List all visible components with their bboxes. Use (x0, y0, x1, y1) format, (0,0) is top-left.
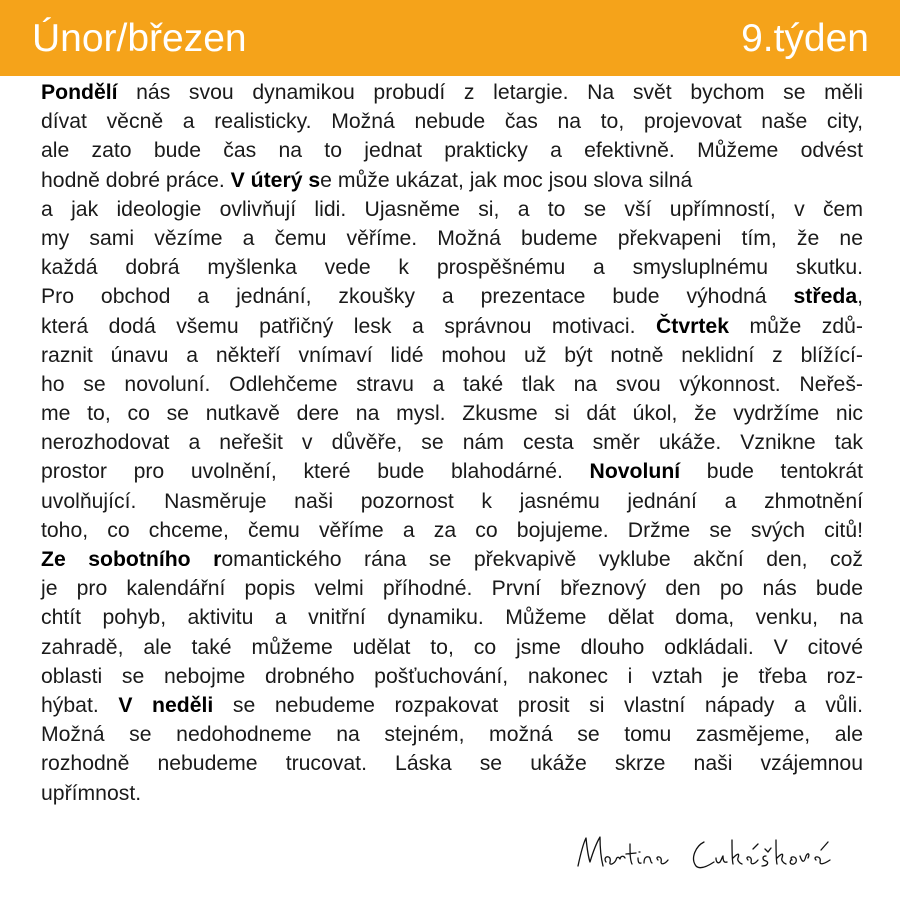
text-segment: hodně dobré práce. (41, 168, 231, 192)
text-segment: upřímnost. (41, 781, 142, 805)
text-segment: oblasti se nebojme drobného pošťuchování, nakonec i vztah je třeba roz- (41, 664, 863, 688)
text-segment: ale zato bude čas na to jednat prakticky a efektivně. Můžeme odvést (41, 139, 863, 163)
text-line (41, 78, 863, 107)
text-line (41, 779, 863, 808)
text-line (41, 399, 863, 428)
emphasized-text: Pondělí (41, 81, 118, 104)
text-line (41, 195, 863, 224)
text-line (41, 166, 863, 195)
text-segment: omantického rána se překvapivě vyklube akční den, což (221, 548, 863, 571)
text-segment: rozhodně nebudeme trucovat. Láska se ukáže skrze naši vzájemnou (41, 752, 863, 776)
text-segment: dívat věcně a realisticky. Možná nebude čas na to, projevovat naše city, (41, 110, 863, 134)
text-segment: se nebudeme rozpakovat prosit si vlastní nápady a vůli. (213, 693, 864, 717)
text-segment: a jak ideologie ovlivňují lidi. Ujasněme si, a to se vší upřímností, v čem (41, 197, 863, 221)
text-segment: může zdů- (728, 314, 863, 338)
text-line (41, 457, 863, 486)
week-label: 9.týden (741, 16, 869, 60)
author-signature (572, 822, 882, 886)
text-line (41, 633, 863, 662)
text-line (41, 516, 863, 545)
text-segment: zahradě, ale také můžeme udělat to, co jsme dlouho odkládali. V citové (41, 635, 863, 659)
text-segment: , (857, 285, 863, 309)
text-line (41, 428, 863, 457)
emphasized-text: středa (793, 285, 858, 309)
text-line (41, 136, 863, 165)
text-line (41, 749, 863, 778)
text-line (41, 312, 863, 341)
text-line (41, 341, 863, 370)
emphasized-text: Ze sobotního r (41, 548, 222, 571)
text-line (41, 370, 863, 399)
header-bar (0, 0, 900, 76)
text-segment: která dodá všemu patřičný lesk a správnou motivaci. (41, 314, 656, 338)
text-line (41, 691, 863, 720)
text-segment: toho, co chceme, čemu věříme a za co bojujeme. Držme se svých citů! (41, 518, 863, 542)
text-line (41, 253, 863, 282)
text-segment: je pro kalendářní popis velmi příhodné. První březnový den po nás bude (41, 577, 863, 601)
text-line (41, 574, 863, 603)
emphasized-text: Novoluní (589, 460, 681, 484)
text-segment: my sami vězíme a čemu věříme. Možná budeme překvapeni tím, že ne (41, 226, 863, 250)
text-line (41, 282, 863, 311)
text-segment: prostor pro uvolnění, které bude blahodárné. (41, 460, 590, 484)
text-line (41, 545, 863, 574)
signature-scribble (572, 822, 882, 886)
text-segment: nerozhodovat a neřešit v důvěře, se nám cesta směr ukáže. Vznikne tak (41, 431, 863, 455)
text-line (41, 487, 863, 516)
text-segment: uvolňující. Nasměruje naši pozornost k jasnému jednání a zhmotnění (41, 489, 863, 513)
emphasized-text: V úterý s (230, 168, 321, 192)
text-segment: každá dobrá myšlenka vede k prospěšnému a smysluplnému skutku. (41, 256, 863, 280)
text-segment: raznit únavu a někteří vnímaví lidé mohou už být notně neklidní z blížící- (41, 343, 863, 367)
emphasized-text: V neděli (118, 693, 214, 717)
text-segment: bude tentokrát (680, 460, 863, 484)
text-segment: Pro obchod a jednání, zkoušky a prezentace bude výhodná (41, 285, 794, 309)
text-segment: me to, co se nutkavě dere na mysl. Zkusme si dát úkol, že vydržíme nic (41, 402, 863, 426)
text-line (41, 720, 863, 749)
emphasized-text: Čtvrtek (655, 314, 729, 338)
text-segment: Možná se nedohodneme na stejném, možná se tomu zasmějeme, ale (41, 723, 863, 747)
text-segment: e může ukázat, jak moc jsou slova silná (320, 168, 693, 192)
horoscope-text (41, 78, 863, 808)
page-title: Únor/březen (32, 16, 247, 60)
text-line (41, 603, 863, 632)
text-segment: hýbat. (41, 693, 119, 717)
text-segment: chtít pohyb, aktivitu a vnitřní dynamiku. Můžeme dělat doma, venku, na (41, 606, 863, 630)
text-segment: ho se novoluní. Odlehčeme stravu a také tlak na svou výkonnost. Neřeš- (41, 372, 863, 396)
text-line (41, 107, 863, 136)
text-line (41, 224, 863, 253)
text-segment: nás svou dynamikou probudí z letargie. Na svět bychom se měli (117, 81, 863, 104)
text-line (41, 662, 863, 691)
